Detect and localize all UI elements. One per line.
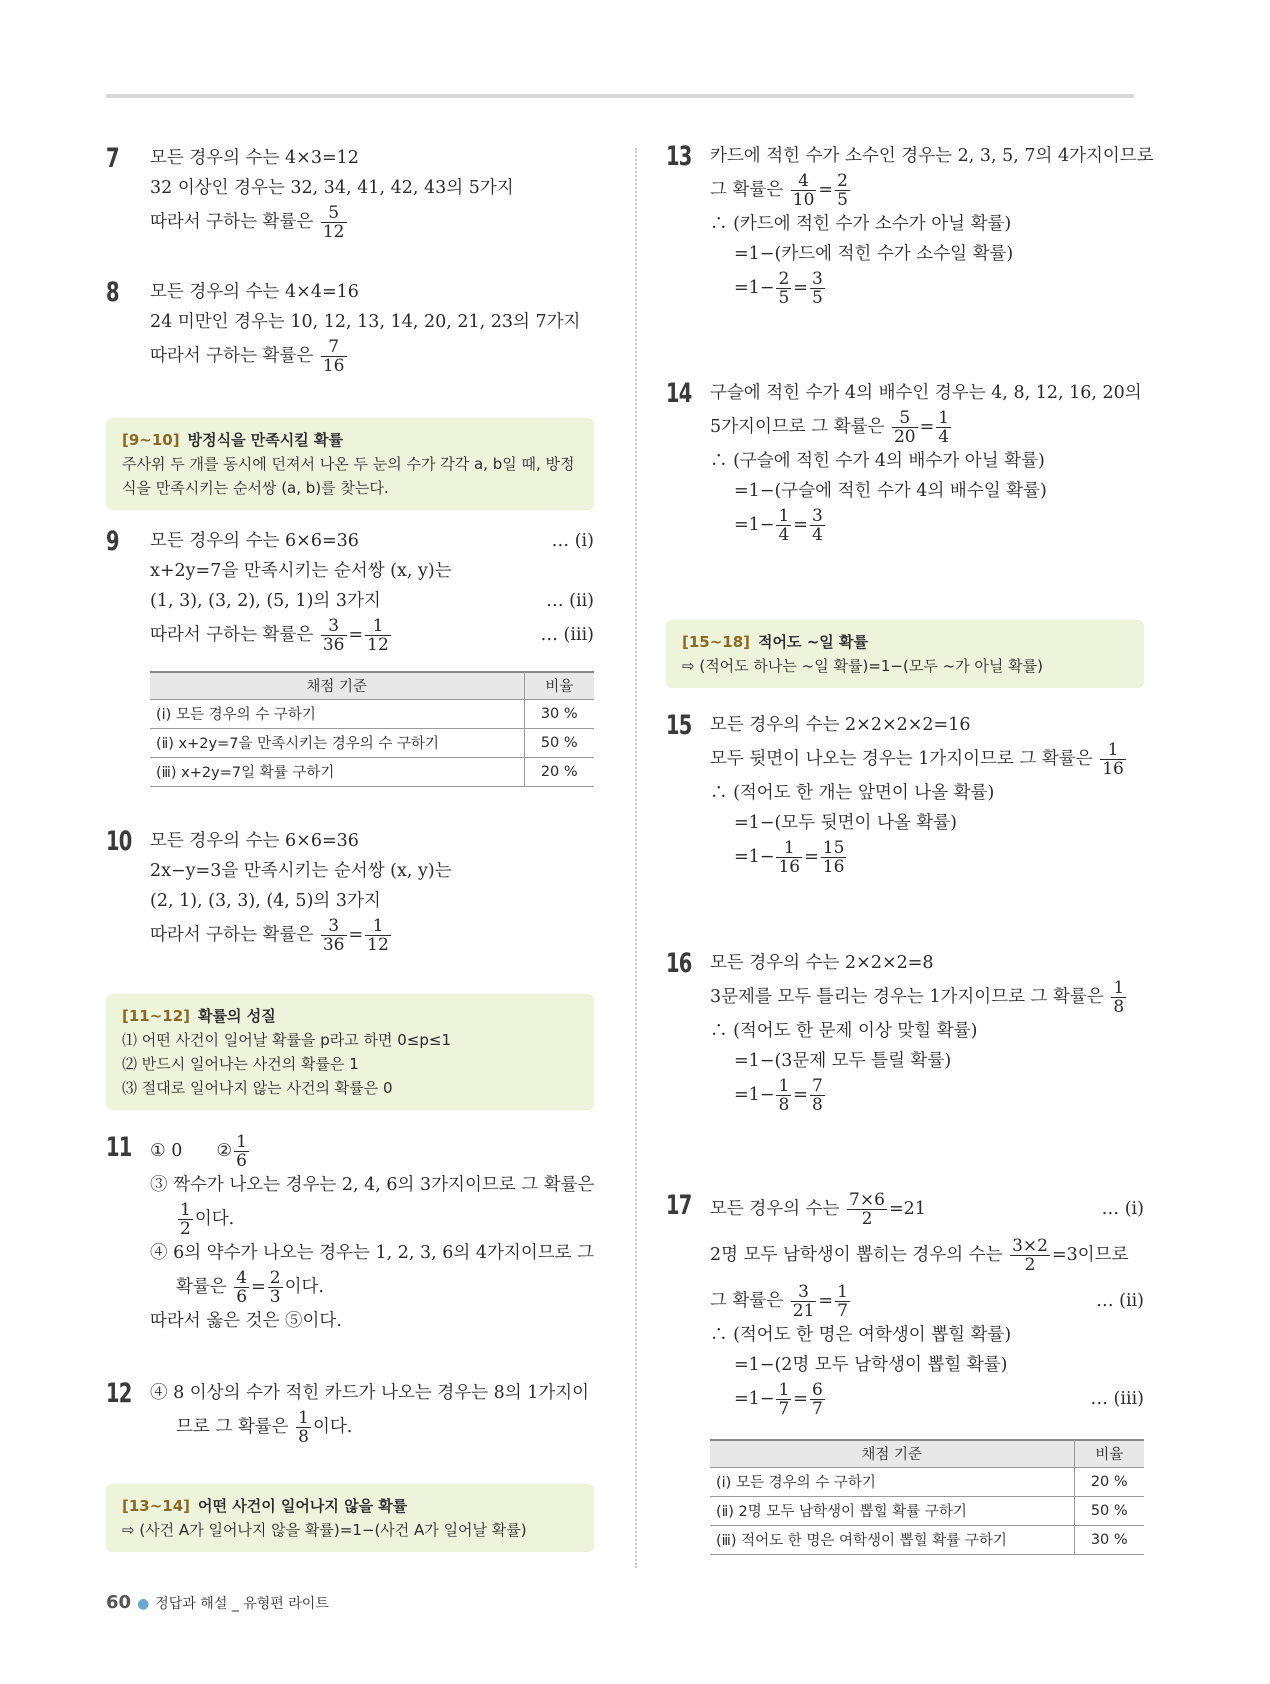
problem-number: 9 bbox=[106, 526, 119, 557]
text-line: ① 0 ② $\frac{1}{6}$ bbox=[150, 1131, 247, 1171]
table-row: (ⅰ) 모든 경우의 수 구하기 30 % bbox=[150, 699, 594, 728]
tip-box-9-10 bbox=[106, 418, 594, 510]
text-line: ③ 짝수가 나오는 경우는 2, 4, 6의 3가지이므로 그 확률은 bbox=[150, 1175, 595, 1195]
fraction: $\frac{1}{8}$ bbox=[1113, 977, 1125, 1017]
text-line: =1− $\frac{2}{5}$ = $\frac{3}{5}$ bbox=[734, 268, 823, 308]
text-line: 따라서 옳은 것은 ⑤이다. bbox=[150, 1311, 342, 1331]
text-line: =1−(카드에 적힌 수가 소수일 확률) bbox=[734, 244, 1014, 264]
text-line: 그 확률은 $\frac{3}{21}$ = $\frac{1}{7}$ … (ⅱ) bbox=[710, 1281, 1144, 1321]
page-number: 60 bbox=[106, 1592, 132, 1613]
text-line: 32 이상인 경우는 32, 34, 41, 42, 43의 5가지 bbox=[150, 178, 514, 198]
problem-7 bbox=[106, 143, 594, 241]
problem-number: 12 bbox=[106, 1378, 132, 1409]
text-line: 카드에 적힌 수가 소수인 경우는 2, 3, 5, 7의 4가지이므로 bbox=[710, 146, 1154, 166]
text-line: 모두 뒷면이 나오는 경우는 1가지이므로 그 확률은 $\frac{1}{16}$ bbox=[710, 739, 1124, 779]
text-line: ∴ (적어도 한 명은 여학생이 뽑힐 확률) bbox=[710, 1325, 1012, 1345]
text-line: 2명 모두 남학생이 뽑히는 경우의 수는 $\frac{3\times 2}{2}$ =3이므로 bbox=[710, 1235, 1129, 1275]
tip-box-15-18 bbox=[666, 620, 1144, 688]
text-line: =1−(모두 뒷면이 나올 확률) bbox=[734, 813, 957, 833]
table-header: 비율 bbox=[524, 672, 594, 699]
problem-10 bbox=[106, 826, 594, 954]
fraction: $\frac{1}{16}$ bbox=[778, 837, 801, 877]
fraction: $\frac{1}{2}$ bbox=[180, 1199, 191, 1239]
text-line: 2x−y=3을 만족시키는 순서쌍 (x, y)는 bbox=[150, 861, 452, 881]
text-line: 3문제를 모두 틀리는 경우는 1가지이므로 그 확률은 $\frac{1}{8}$ bbox=[710, 977, 1125, 1017]
problem-number: 15 bbox=[666, 710, 692, 741]
problem-12 bbox=[106, 1378, 594, 1446]
step-marker: … (ⅲ) bbox=[540, 625, 594, 645]
fraction: $\frac{1}{16}$ bbox=[1102, 739, 1124, 779]
text-line: 24 미만인 경우는 10, 12, 13, 14, 20, 21, 23의 7가지 bbox=[150, 312, 581, 332]
step-marker: … (ⅰ) bbox=[1101, 1199, 1144, 1219]
text-line: ∴ (적어도 한 개는 앞면이 나올 확률) bbox=[710, 783, 995, 803]
fraction: $\frac{1}{12}$ bbox=[367, 915, 389, 955]
fraction: $\frac{1}{4}$ bbox=[938, 407, 950, 447]
tip-text: ⑴ 어떤 사건이 일어날 확률을 p라고 하면 0≤p≤1 bbox=[122, 1031, 451, 1049]
fraction: $\frac{3\times 2}{2}$ bbox=[1012, 1235, 1048, 1275]
tip-tag: [15~18] bbox=[682, 633, 751, 651]
tip-tag: [9~10] bbox=[122, 431, 180, 449]
fraction: $\frac{7}{16}$ bbox=[322, 336, 345, 376]
text-line: 모든 경우의 수는 $\frac{7\times 6}{2}$ =21 … (ⅰ) bbox=[710, 1189, 1144, 1229]
text-line: 모든 경우의 수는 4×4=16 bbox=[150, 282, 359, 302]
text-line: 그 확률은 $\frac{4}{10}$ = $\frac{2}{5}$ bbox=[710, 170, 848, 210]
step-marker: … (ⅱ) bbox=[546, 591, 594, 611]
tip-title: 적어도 ~일 확률 bbox=[758, 633, 868, 651]
scoring-table-17 bbox=[710, 1439, 1144, 1555]
column-divider bbox=[635, 148, 637, 1568]
tip-title: 어떤 사건이 일어나지 않을 확률 bbox=[198, 1497, 408, 1515]
problem-17 bbox=[666, 1190, 1144, 1418]
step-marker: … (ⅱ) bbox=[1096, 1291, 1144, 1311]
fraction: $\frac{1}{7}$ bbox=[837, 1281, 848, 1321]
fraction: $\frac{7}{8}$ bbox=[811, 1075, 823, 1115]
text-line: =1−(2명 모두 남학생이 뽑힐 확률) bbox=[734, 1355, 1008, 1375]
text-line: 따라서 구하는 확률은 $\frac{7}{16}$ bbox=[150, 336, 345, 376]
table-header: 비율 bbox=[1074, 1440, 1144, 1467]
text-line: =1− $\frac{1}{8}$ = $\frac{7}{8}$ bbox=[734, 1075, 823, 1115]
fraction: $\frac{4}{6}$ bbox=[236, 1267, 248, 1307]
tip-text: ⑵ 반드시 일어나는 사건의 확률은 1 bbox=[122, 1055, 359, 1073]
bullet-icon: ● bbox=[137, 1596, 150, 1612]
tip-box-11-12 bbox=[106, 994, 594, 1110]
fraction: $\frac{4}{10}$ bbox=[792, 170, 815, 210]
fraction: $\frac{2}{5}$ bbox=[778, 268, 790, 308]
text-line: ④ 6의 약수가 나오는 경우는 1, 2, 3, 6의 4가지이므로 그 bbox=[150, 1243, 595, 1263]
problem-number: 17 bbox=[666, 1190, 692, 1221]
table-row: (ⅲ) 적어도 한 명은 여학생이 뽑힐 확률 구하기 30 % bbox=[710, 1525, 1144, 1554]
table-header: 채점 기준 bbox=[150, 672, 524, 699]
fraction: $\frac{1}{7}$ bbox=[778, 1379, 790, 1419]
fraction: $\frac{5}{20}$ bbox=[893, 407, 916, 447]
fraction: $\frac{6}{7}$ bbox=[811, 1379, 823, 1419]
problem-number: 8 bbox=[106, 277, 119, 308]
fraction: $\frac{3}{5}$ bbox=[811, 268, 823, 308]
fraction: $\frac{2}{3}$ bbox=[269, 1267, 281, 1307]
table-row: (ⅱ) x+2y=7을 만족시키는 경우의 수 구하기 50 % bbox=[150, 728, 594, 757]
text-line: 5가지이므로 그 확률은 $\frac{5}{20}$ = $\frac{1}{4}$ bbox=[710, 407, 950, 447]
fraction: $\frac{5}{12}$ bbox=[322, 202, 345, 242]
tip-text: ⑶ 절대로 일어나지 않는 사건의 확률은 0 bbox=[122, 1079, 393, 1097]
text-line: 모든 경우의 수는 6×6=36 … (ⅰ) bbox=[150, 526, 594, 556]
text-line: =1−(3문제 모두 틀릴 확률) bbox=[734, 1051, 952, 1071]
problem-14 bbox=[666, 378, 1144, 544]
fraction: $\frac{3}{21}$ bbox=[792, 1281, 815, 1321]
text-line: 모든 경우의 수는 2×2×2×2=16 bbox=[710, 715, 971, 735]
fraction: $\frac{3}{36}$ bbox=[322, 915, 345, 955]
text-line: 므로 그 확률은 $\frac{1}{8}$ 이다. bbox=[176, 1407, 353, 1447]
problem-11 bbox=[106, 1132, 594, 1336]
tip-title: 확률의 성질 bbox=[198, 1007, 276, 1025]
table-row: (ⅱ) 2명 모두 남학생이 뽑힐 확률 구하기 50 % bbox=[710, 1496, 1144, 1525]
text-line: x+2y=7을 만족시키는 순서쌍 (x, y)는 bbox=[150, 561, 452, 581]
text-line: (1, 3), (3, 2), (5, 1)의 3가지 … (ⅱ) bbox=[150, 586, 594, 616]
text-line: 따라서 구하는 확률은 $\frac{3}{36}$ = $\frac{1}{12}$ … (ⅲ) bbox=[150, 615, 594, 655]
problem-16 bbox=[666, 948, 1144, 1114]
problem-number: 16 bbox=[666, 948, 692, 979]
problem-number: 14 bbox=[666, 378, 692, 409]
text-line: 확률은 $\frac{4}{6}$ = $\frac{2}{3}$ 이다. bbox=[176, 1267, 324, 1307]
text-line: ∴ (카드에 적힌 수가 소수가 아닐 확률) bbox=[710, 214, 1012, 234]
table-row: (ⅲ) x+2y=7일 확률 구하기 20 % bbox=[150, 757, 594, 786]
fraction: $\frac{1}{6}$ bbox=[236, 1131, 247, 1171]
tip-title: 방정식을 만족시킬 확률 bbox=[187, 431, 343, 449]
text-line: 따라서 구하는 확률은 $\frac{5}{12}$ bbox=[150, 202, 345, 242]
text-line: 모든 경우의 수는 6×6=36 bbox=[150, 831, 359, 851]
text-line: =1− $\frac{1}{4}$ = $\frac{3}{4}$ bbox=[734, 505, 823, 545]
fraction: $\frac{1}{8}$ bbox=[298, 1407, 309, 1447]
text-line: 따라서 구하는 확률은 $\frac{3}{36}$ = $\frac{1}{12}$ bbox=[150, 915, 389, 955]
text-line: ∴ (적어도 한 문제 이상 맞힐 확률) bbox=[710, 1021, 978, 1041]
tip-box-13-14 bbox=[106, 1484, 594, 1552]
table-header: 채점 기준 bbox=[710, 1440, 1074, 1467]
tip-tag: [11~12] bbox=[122, 1007, 191, 1025]
problem-number: 10 bbox=[106, 826, 132, 857]
text-line: ④ 8 이상의 수가 적힌 카드가 나오는 경우는 8의 1가지이 bbox=[150, 1383, 590, 1403]
footer-title: 정답과 해설 _ 유형편 라이트 bbox=[155, 1596, 329, 1612]
step-marker: … (ⅰ) bbox=[551, 531, 594, 551]
top-rule bbox=[106, 94, 1134, 98]
text-line: 모든 경우의 수는 2×2×2=8 bbox=[710, 953, 934, 973]
fraction: $\frac{1}{8}$ bbox=[778, 1075, 790, 1115]
text-line: $\frac{1}{2}$ 이다. bbox=[180, 1199, 235, 1239]
tip-text: ⇨ (적어도 하나는 ~일 확률)=1−(모두 ~가 아닐 확률) bbox=[682, 657, 1044, 675]
fraction: $\frac{2}{5}$ bbox=[837, 170, 848, 210]
fraction: $\frac{1}{4}$ bbox=[778, 505, 790, 545]
problem-9 bbox=[106, 526, 594, 654]
fraction: $\frac{7\times 6}{2}$ bbox=[849, 1189, 885, 1229]
tip-text: 식을 만족시키는 순서쌍 (a, b)를 찾는다. bbox=[122, 479, 389, 497]
text-line: =1−(구슬에 적힌 수가 4의 배수일 확률) bbox=[734, 481, 1047, 501]
problem-13 bbox=[666, 141, 1154, 308]
page-footer bbox=[106, 1592, 329, 1613]
text-line: =1− $\frac{1}{7}$ = $\frac{6}{7}$ … (ⅲ) bbox=[734, 1379, 1144, 1419]
text-line: ∴ (구슬에 적힌 수가 4의 배수가 아닐 확률) bbox=[710, 451, 1045, 471]
problem-15 bbox=[666, 710, 1144, 876]
fraction: $\frac{1}{12}$ bbox=[367, 615, 389, 655]
fraction: $\frac{3}{4}$ bbox=[811, 505, 823, 545]
problem-number: 7 bbox=[106, 143, 119, 174]
problem-number: 11 bbox=[106, 1132, 132, 1163]
fraction: $\frac{15}{16}$ bbox=[822, 837, 845, 877]
text-line: 모든 경우의 수는 4×3=12 bbox=[150, 148, 359, 168]
step-marker: … (ⅲ) bbox=[1090, 1389, 1144, 1409]
problem-number: 13 bbox=[666, 141, 692, 172]
tip-text: ⇨ (사건 A가 일어나지 않을 확률)=1−(사건 A가 일어날 확률) bbox=[122, 1521, 527, 1539]
tip-tag: [13~14] bbox=[122, 1497, 191, 1515]
scoring-table-9 bbox=[150, 671, 594, 787]
tip-text: 주사위 두 개를 동시에 던져서 나온 두 눈의 수가 각각 a, b일 때, 방정 bbox=[122, 455, 575, 473]
text-line: =1− $\frac{1}{16}$ = $\frac{15}{16}$ bbox=[734, 837, 845, 877]
text-line: 구슬에 적힌 수가 4의 배수인 경우는 4, 8, 12, 16, 20의 bbox=[710, 383, 1142, 403]
table-row: (ⅰ) 모든 경우의 수 구하기 20 % bbox=[710, 1467, 1144, 1496]
fraction: $\frac{3}{36}$ bbox=[322, 615, 345, 655]
problem-8 bbox=[106, 277, 594, 375]
text-line: (2, 1), (3, 3), (4, 5)의 3가지 bbox=[150, 891, 381, 911]
